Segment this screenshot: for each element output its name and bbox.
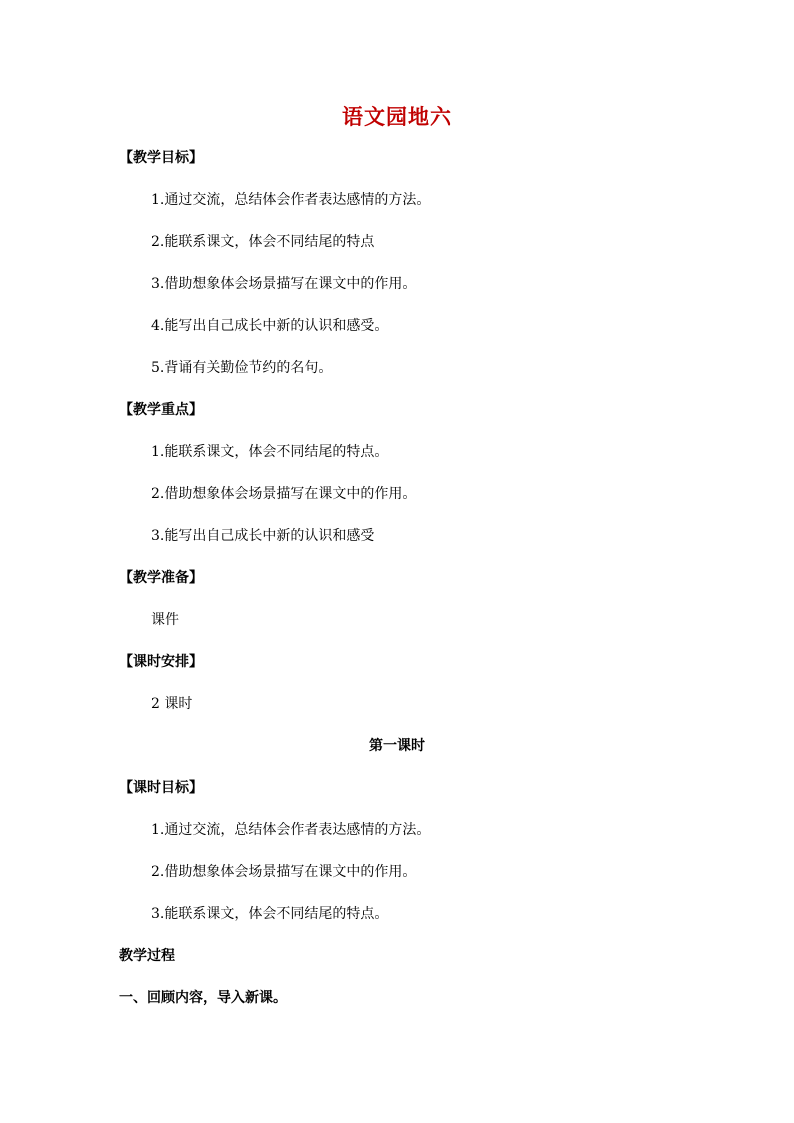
lesson-goals-heading: 【课时目标】: [119, 780, 203, 796]
teaching-goal-item: 4.能写出自己成长中新的认识和感受。: [151, 318, 389, 334]
teaching-goal-item: 5.背诵有关勤俭节约的名句。: [151, 360, 333, 376]
teaching-goal-item: 1.通过交流，总结体会作者表达感情的方法。: [151, 192, 431, 208]
step-one-heading: 一、回顾内容，导入新课。: [119, 990, 287, 1006]
lesson-goal-item: 2.借助想象体会场景描写在课文中的作用。: [151, 864, 417, 880]
key-point-item: 3.能写出自己成长中新的认识和感受: [151, 528, 375, 544]
schedule-text: 2 课时: [151, 696, 193, 712]
teaching-goal-item: 2.能联系课文，体会不同结尾的特点: [151, 234, 375, 250]
key-point-item: 2.借助想象体会场景描写在课文中的作用。: [151, 486, 417, 502]
document-title: 语文园地六: [342, 104, 452, 129]
key-points-heading: 【教学重点】: [119, 402, 203, 418]
preparation-heading: 【教学准备】: [119, 570, 203, 586]
lesson-one-heading: 第一课时: [369, 738, 425, 754]
teaching-goal-item: 3.借助想象体会场景描写在课文中的作用。: [151, 276, 417, 292]
preparation-text: 课件: [151, 612, 179, 628]
lesson-goal-item: 3.能联系课文，体会不同结尾的特点。: [151, 906, 389, 922]
lesson-goal-item: 1.通过交流，总结体会作者表达感情的方法。: [151, 822, 431, 838]
teaching-process-heading: 教学过程: [119, 948, 175, 964]
key-point-item: 1.能联系课文，体会不同结尾的特点。: [151, 444, 389, 460]
teaching-goals-heading: 【教学目标】: [119, 150, 203, 166]
schedule-heading: 【课时安排】: [119, 654, 203, 670]
